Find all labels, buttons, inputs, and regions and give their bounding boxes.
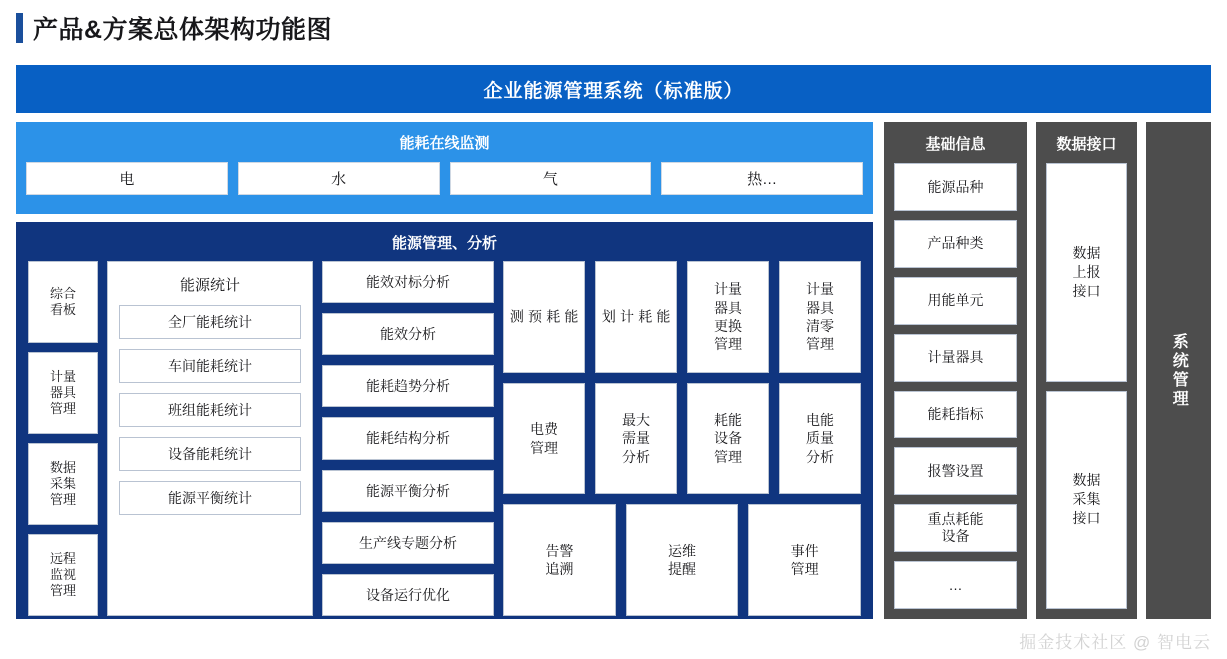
grid-box-max-demand[interactable] [595, 383, 677, 495]
data-interface-item-report[interactable] [1046, 163, 1127, 382]
left-column [16, 122, 873, 619]
basic-info-item-more[interactable] [894, 561, 1017, 609]
page-title-group [16, 10, 332, 46]
data-interface-list [1046, 163, 1127, 609]
grid-box-label: 运维 提醒 [668, 542, 696, 578]
monitor-item-label: 热… [747, 171, 778, 188]
analysis-item-label: 设备运行优化 [366, 586, 450, 603]
basic-info-item-label: 能源品种 [927, 178, 984, 195]
analysis-item-label: 生产线专题分析 [359, 534, 457, 551]
analysis-item-trend[interactable] [322, 365, 494, 407]
data-interface-section [1036, 122, 1137, 619]
data-interface-item-label: 数据 上报 接口 [1072, 244, 1101, 299]
grid-box-label: 计量 器具 清零 管理 [806, 281, 834, 353]
analysis-item-production-line[interactable] [322, 522, 494, 564]
grid-box-label: 耗能 设备 管理 [714, 412, 742, 465]
stats-item-team[interactable] [119, 393, 301, 427]
monitor-item-water[interactable] [238, 162, 440, 195]
analysis-item-device-optimization[interactable] [322, 574, 494, 616]
stats-item-workshop[interactable] [119, 349, 301, 383]
function-grid [503, 261, 861, 616]
analysis-item-label: 能效对标分析 [366, 274, 450, 291]
energy-statistics-title: 能源统计 [179, 277, 240, 294]
grid-box-consumption-forecast[interactable] [503, 261, 585, 373]
basic-info-item-label: 重点耗能 设备 [927, 511, 984, 545]
stats-item-label: 班组能耗统计 [168, 402, 252, 418]
analysis-item-label: 能耗趋势分析 [366, 378, 450, 395]
grid-box-label: 计量 器具 更换 管理 [714, 281, 742, 353]
basic-info-item-alarm-settings[interactable] [894, 447, 1017, 495]
basic-info-item-consumption-index[interactable] [894, 391, 1017, 439]
monitor-item-label: 气 [542, 171, 558, 188]
page-title: 产品&方案总体架构功能图 [33, 16, 333, 44]
grid-box-label: 电费 管理 [530, 421, 558, 456]
grid-box-energy-device[interactable] [687, 383, 769, 495]
system-management-section [1146, 122, 1211, 619]
basic-info-item-key-equipment[interactable] [894, 504, 1017, 552]
module-dashboard[interactable] [28, 261, 98, 343]
analysis-item-label: 能源平衡分析 [366, 482, 450, 499]
analysis-item-balance[interactable] [322, 470, 494, 512]
stats-item-balance[interactable] [119, 481, 301, 515]
grid-box-consumption-plan[interactable] [595, 261, 677, 373]
grid-box-label: 最大 需量 分析 [622, 412, 650, 465]
grid-box-meter-replacement[interactable] [687, 261, 769, 373]
module-label: 数据 采集 管理 [49, 459, 76, 508]
basic-info-item-label: … [948, 576, 963, 593]
basic-info-item-product-type[interactable] [894, 220, 1017, 268]
module-remote-monitoring[interactable] [28, 534, 98, 616]
system-banner [16, 65, 1211, 113]
grid-box-label: 事件 管理 [790, 542, 819, 578]
basic-info-title: 基础信息 [925, 136, 986, 153]
monitor-item-electricity[interactable] [26, 162, 228, 195]
grid-box-ops-reminder[interactable] [626, 504, 739, 616]
function-grid-row [503, 261, 861, 373]
stats-item-device[interactable] [119, 437, 301, 471]
grid-box-meter-reset[interactable] [779, 261, 861, 373]
energy-management-body [28, 261, 861, 616]
analysis-item-structure[interactable] [322, 417, 494, 459]
basic-info-section [884, 122, 1027, 619]
online-monitoring-title: 能耗在线监测 [399, 135, 490, 152]
analysis-item-label: 能效分析 [380, 326, 436, 343]
basic-info-item-energy-type[interactable] [894, 163, 1017, 211]
grid-box-label: 能 耗 预 测 [508, 308, 580, 325]
analysis-item-label: 能耗结构分析 [366, 430, 450, 447]
analysis-item-benchmark[interactable] [322, 261, 494, 303]
stats-item-label: 车间能耗统计 [168, 358, 252, 374]
module-data-collection[interactable] [28, 443, 98, 525]
data-interface-title: 数据接口 [1056, 136, 1117, 153]
online-monitoring-section [16, 122, 873, 214]
quick-module-column [28, 261, 98, 616]
online-monitoring-items [26, 162, 863, 195]
module-label: 综合 看板 [49, 285, 76, 317]
system-management-label: 系统管理 [1170, 332, 1188, 409]
basic-info-item-meter[interactable] [894, 334, 1017, 382]
module-label: 计量 器具 管理 [49, 368, 76, 417]
basic-info-item-label: 报警设置 [927, 462, 984, 479]
module-meter-management[interactable] [28, 352, 98, 434]
stats-item-label: 能源平衡统计 [168, 490, 252, 506]
grid-box-label: 能 耗 计 划 [600, 308, 672, 325]
analysis-column [322, 261, 494, 616]
energy-management-title: 能源管理、分析 [391, 235, 497, 252]
energy-management-section [16, 222, 873, 619]
stats-item-plant[interactable] [119, 305, 301, 339]
module-label: 远程 监视 管理 [49, 550, 76, 599]
function-grid-row [503, 383, 861, 495]
stats-item-label: 全厂能耗统计 [168, 314, 252, 330]
monitor-item-label: 电 [119, 171, 135, 188]
grid-box-electricity-fee[interactable] [503, 383, 585, 495]
data-interface-item-collect[interactable] [1046, 391, 1127, 610]
basic-info-list [894, 163, 1017, 609]
grid-box-label: 电能 质量 分析 [806, 412, 834, 465]
watermark: 掘金技术社区 @ 智电云 [1019, 633, 1211, 652]
system-banner-label: 企业能源管理系统（标准版） [483, 80, 744, 102]
data-interface-item-label: 数据 采集 接口 [1072, 472, 1101, 527]
basic-info-item-label: 产品种类 [927, 235, 984, 252]
energy-statistics-list [119, 305, 301, 605]
analysis-item-efficiency[interactable] [322, 313, 494, 355]
monitor-item-gas[interactable] [450, 162, 652, 195]
stats-item-label: 设备能耗统计 [168, 446, 252, 462]
basic-info-item-energy-unit[interactable] [894, 277, 1017, 325]
monitor-item-heat[interactable] [661, 162, 863, 195]
grid-box-alarm-tracing[interactable] [503, 504, 616, 616]
basic-info-item-label: 用能单元 [927, 292, 984, 309]
monitor-item-label: 水 [331, 171, 347, 188]
title-accent-bar [16, 13, 23, 43]
function-grid-row [503, 504, 861, 616]
energy-statistics-panel [107, 261, 313, 616]
grid-box-label: 告警 追溯 [545, 542, 574, 578]
basic-info-item-label: 计量器具 [927, 349, 984, 366]
basic-info-item-label: 能耗指标 [927, 406, 984, 423]
grid-box-power-quality[interactable] [779, 383, 861, 495]
grid-box-event-management[interactable] [748, 504, 861, 616]
